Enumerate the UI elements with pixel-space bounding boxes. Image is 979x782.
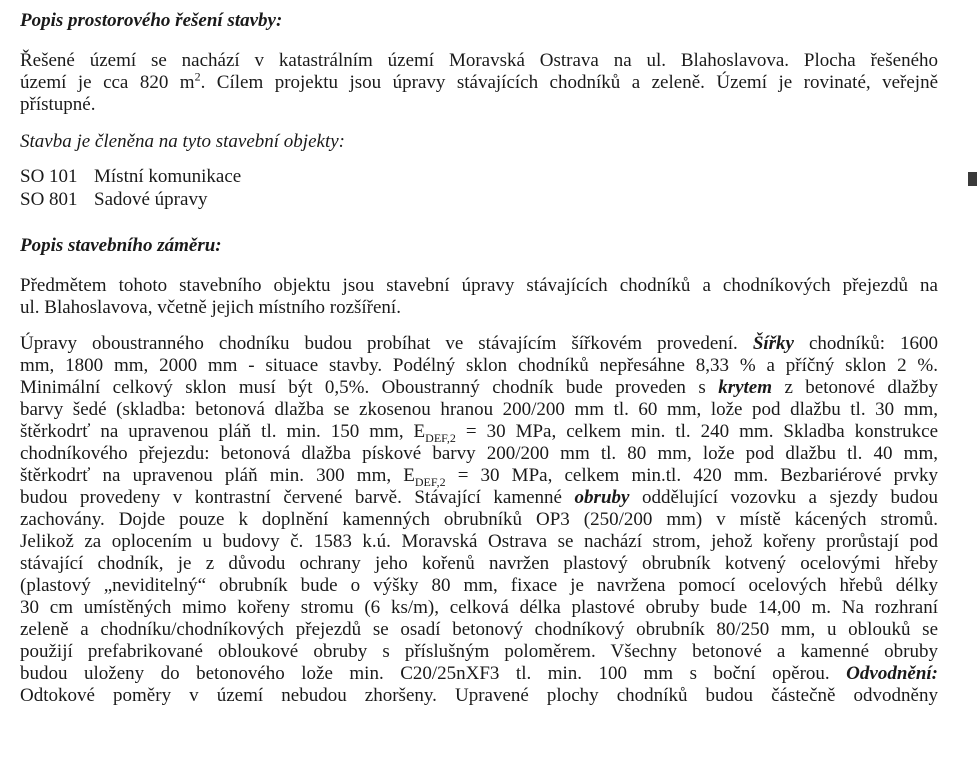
subscript: DEF,2 — [414, 474, 446, 489]
text-run: = 30 MPa, celkem min. tl. 240 mm. Skladba konstrukce — [455, 421, 939, 442]
text-run: území je cca 820 m — [20, 72, 195, 93]
text-run: Minimální celkový sklon musí být 0,5%. Oboustranný chodník bude proveden s — [20, 377, 706, 398]
scan-artifact-mark — [968, 172, 977, 186]
objects-intro: Stavba je členěna na tyto stavební objekty: — [20, 131, 345, 152]
para1-line: Řešené území se nachází v katastrálním území Moravská Ostrava na ul. Blahoslavova. Plocha řešeného — [20, 50, 938, 71]
text-run: z betonové dlažby — [784, 377, 939, 398]
emphasis: Odvodnění: — [846, 663, 938, 684]
para3-line: zeleně a chodníku/chodníkových přejezdů se osadí betonový chodníkový obrubník 80/250 mm, u oblouků se — [20, 619, 938, 640]
para3-line — [20, 377, 938, 399]
text-run: chodníků: 1600 — [809, 333, 938, 354]
para3-line: Odtokové poměry v území nebudou zhoršeny. Upravené plochy chodníků budou částečně odvodněny — [20, 685, 938, 706]
object-item — [20, 189, 207, 211]
para3-line: (plastový „neviditelný“ obrubník bude o výšky 80 mm, fixace je navržena pomocí ocelových hřebů délky — [20, 575, 938, 596]
para1-line — [20, 69, 938, 94]
text-run: štěrkodrť na upravenou pláň min. 300 mm, E — [20, 465, 415, 486]
text-run: štěrkodrť na upravenou pláň tl. min. 150 mm, E — [20, 421, 426, 442]
para1-line: přístupné. — [20, 94, 96, 115]
para3-line — [20, 421, 938, 443]
text-run: budou uloženy do betonového lože min. C20/25nXF3 tl. min. 100 mm s boční opěrou. — [20, 663, 830, 684]
subscript: DEF,2 — [425, 430, 456, 445]
heading-spatial-solution: Popis prostorového řešení stavby: — [20, 10, 283, 31]
object-name: Místní komunikace — [94, 166, 242, 187]
text-run: = 30 MPa, celkem min.tl. 420 mm. Bezbariérové prvky — [445, 465, 938, 486]
para3-line: chodníkového přejezdu: betonová dlažba pískové barvy 200/200 mm tl. 80 mm, lože pod dlažbu tl. 40 mm, — [20, 443, 938, 464]
para2-line: ul. Blahoslavova, včetně jejich místního rozšíření. — [20, 297, 401, 318]
object-code: SO 801 — [20, 189, 78, 210]
emphasis: Šířky — [752, 333, 794, 354]
para3-line: použijí prefabrikované obloukové obruby s příslušným poloměrem. Všechny betonové a kamenné obruby — [20, 641, 938, 662]
para3-line: stávající chodník, je z důvodu ochrany jeho kořenů navržen plastový obrubník kotvený ocelovými hřeby — [20, 553, 938, 574]
para3-line — [20, 465, 938, 487]
object-code: SO 101 — [20, 166, 78, 187]
para3-line — [20, 487, 938, 509]
text-run: oddělující vozovku a sjezdy budou — [642, 487, 939, 508]
para3-line — [20, 333, 938, 355]
text-run: . Cílem projektu jsou úpravy stávajících chodníků a zeleně. Území je rovinaté, veřejně — [200, 72, 938, 93]
heading-construction-intent: Popis stavebního záměru: — [20, 235, 222, 256]
para3-line: barvy šedé (skladba: betonová dlažba se zkosenou hranou 200/200 mm tl. 60 mm, lože pod dlažbu tl. 30 mm, — [20, 399, 938, 420]
para2-line: Předmětem tohoto stavebního objektu jsou stavební úpravy stávajících chodníků a chodníkových přejezdů na — [20, 275, 938, 296]
text-run: budou provedeny v kontrastní červené barvě. Stávající kamenné — [20, 487, 562, 508]
para3-line: mm, 1800 mm, 2000 mm - situace stavby. Podélný sklon chodníků nepřesáhne 8,33 % a příčný sklon 2 %. — [20, 355, 938, 376]
para3-line — [20, 663, 938, 685]
para3-line: Jelikož za oplocením u budovy č. 1583 k.ú. Moravská Ostrava se nachází strom, jehož kořeny prorůstají pod — [20, 531, 938, 552]
emphasis: obruby — [574, 487, 630, 508]
emphasis: krytem — [718, 377, 773, 398]
text-run: Úpravy oboustranného chodníku budou probíhat ve stávajícím šířkovém provedení. — [20, 333, 738, 354]
para3-line: zachovány. Dojde pouze k doplnění kamenných obrubníků OP3 (250/200 mm) v místě kácených stromů. — [20, 509, 938, 530]
superscript: 2 — [194, 69, 201, 84]
object-item — [20, 166, 241, 188]
object-name: Sadové úpravy — [94, 189, 208, 210]
para3-line: 30 cm umístěných mimo kořeny stromu (6 ks/m), celková délka plastové obruby bude 14,00 m. Na rozhraní — [20, 597, 938, 618]
